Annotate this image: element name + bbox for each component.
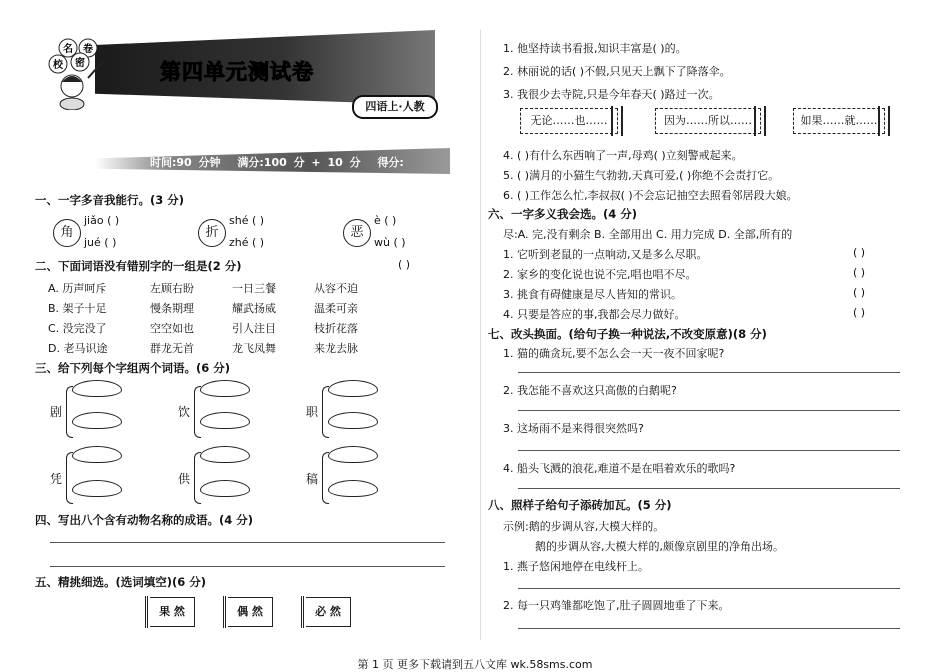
word-char: 供	[178, 472, 191, 486]
option-c[interactable]: C. 没完没了	[48, 322, 107, 335]
exam-info	[150, 154, 414, 170]
brace	[322, 386, 329, 438]
section-4-title: 四、写出八个含有动物名称的成语。(4 分)	[35, 513, 254, 527]
section-5-title: 五、精挑细选。(选词填空)(6 分)	[35, 575, 207, 589]
word: 龙飞凤舞	[232, 342, 276, 355]
word: 枝折花落	[314, 322, 358, 335]
fill-item[interactable]: 4. ( )有什么东西响了一声,母鸡( )立刻警戒起来。	[503, 149, 743, 162]
sentence: 3. 挑食有碍健康是尽人皆知的常识。	[503, 288, 682, 301]
grade-badge: 四语上·人教	[352, 95, 438, 119]
answer-line[interactable]	[518, 588, 900, 589]
answer-apple[interactable]	[72, 480, 122, 497]
char-badge-jiao: 角	[53, 219, 81, 247]
score-field[interactable]: 得分:	[377, 156, 404, 169]
section-1-title: 一、一字多音我能行。(3 分)	[35, 193, 185, 207]
section-3-title: 三、给下列每个字组两个词语。(6 分)	[35, 361, 231, 375]
conjunction-box: 因为……所以……	[655, 108, 761, 134]
section-8-title: 八、照样子给句子添砖加瓦。(5 分)	[488, 498, 672, 512]
brace	[194, 452, 201, 504]
question: 2. 我怎能不喜欢这只高傲的白鹅呢?	[503, 384, 677, 397]
word: 慢条期理	[150, 302, 194, 315]
question: 2. 每一只鸡雏都吃饱了,肚子圆圆地垂了下来。	[503, 599, 730, 612]
column-divider	[480, 30, 481, 640]
fill-item[interactable]: 3. 我很少去寺院,只是今年春天( )路过一次。	[503, 88, 720, 101]
section-2-title: 二、下面词语没有错别字的一组是(2 分)	[35, 259, 242, 273]
question: 4. 船头飞溅的浪花,难道不是在唱着欢乐的歌吗?	[503, 462, 736, 475]
svg-text:卷: 卷	[83, 44, 93, 55]
word: 空空如也	[150, 322, 194, 335]
word-char: 饮	[178, 405, 191, 419]
word: 引人注目	[232, 322, 276, 335]
word: 来龙去脉	[314, 342, 358, 355]
example-line: 鹅的步调从容,大模大样的,颇像京剧里的净角出场。	[535, 540, 784, 553]
pinyin-blank[interactable]: zhé ( )	[229, 236, 265, 249]
word-char: 稿	[306, 472, 319, 486]
answer-line[interactable]	[518, 372, 900, 373]
word: 一日三餐	[232, 282, 276, 295]
sentence: 4. 只要是答应的事,我都会尽力做好。	[503, 308, 686, 321]
answer-apple[interactable]	[200, 380, 250, 397]
answer-line[interactable]	[518, 628, 900, 629]
answer-paren[interactable]: ( )	[853, 246, 866, 259]
answer-apple[interactable]	[328, 380, 378, 397]
word-char: 职	[306, 405, 319, 419]
pinyin-blank[interactable]: jué ( )	[84, 236, 117, 249]
char-badge-e: 恶	[343, 219, 371, 247]
full-score: 满分:100 分 + 10 分	[237, 156, 361, 169]
word: 从容不迫	[314, 282, 358, 295]
answer-line[interactable]	[50, 566, 445, 567]
answer-apple[interactable]	[72, 446, 122, 463]
section-6-title: 六、一字多义我会选。(4 分)	[488, 207, 638, 221]
answer-apple[interactable]	[328, 480, 378, 497]
fill-item[interactable]: 6. ( )工作怎么忙,李叔叔( )不会忘记抽空去照看邻居段大娘。	[503, 189, 798, 202]
answer-apple[interactable]	[328, 446, 378, 463]
word: 群龙无首	[150, 342, 194, 355]
conjunction-box: 无论……也……	[520, 108, 618, 134]
pinyin-blank[interactable]: shé ( )	[229, 214, 265, 227]
definitions: 尽:A. 完,没有剩余 B. 全部用出 C. 用力完成 D. 全部,所有的	[503, 228, 793, 241]
question: 3. 这场雨不是来得很突然吗?	[503, 422, 644, 435]
pinyin-blank[interactable]: è ( )	[374, 214, 397, 227]
word-char: 凭	[50, 472, 63, 486]
answer-paren[interactable]: ( )	[853, 286, 866, 299]
answer-line[interactable]	[518, 488, 900, 489]
word: 温柔可亲	[314, 302, 358, 315]
option-d[interactable]: D. 老马识途	[48, 342, 108, 355]
question: 1. 猫的确贪玩,要不怎么会一天一夜不回家呢?	[503, 347, 725, 360]
section-7-title: 七、改头换面。(给句子换一种说法,不改变原意)(8 分)	[488, 327, 767, 341]
page-footer: 第 1 页 更多下载请到五八文库 wk.58sms.com	[357, 658, 593, 671]
time-limit: 时间:90 分钟	[150, 156, 221, 169]
pinyin-blank[interactable]: wù ( )	[374, 236, 406, 249]
brace	[66, 386, 73, 438]
fill-item[interactable]: 2. 林丽说的话( )不假,只见天上飘下了降落伞。	[503, 65, 731, 78]
example-line: 示例:鹅的步调从容,大模大样的。	[503, 520, 665, 533]
answer-apple[interactable]	[200, 446, 250, 463]
fill-item[interactable]: 1. 他坚持读书看报,知识丰富是( )的。	[503, 42, 687, 55]
pinyin-blank[interactable]: jiǎo ( )	[84, 214, 120, 227]
char-badge-zhe: 折	[198, 219, 226, 247]
svg-text:校: 校	[53, 60, 63, 71]
answer-apple[interactable]	[200, 412, 250, 429]
answer-paren[interactable]: ( )	[398, 258, 411, 271]
answer-apple[interactable]	[200, 480, 250, 497]
choice-book-biran: 必 然	[306, 597, 351, 627]
svg-text:名: 名	[63, 44, 73, 55]
answer-line[interactable]	[518, 410, 900, 411]
answer-line[interactable]	[50, 542, 445, 543]
mascot-logo-icon	[48, 38, 108, 110]
option-a[interactable]: A. 历声呵斥	[48, 282, 107, 295]
sentence: 1. 它听到老鼠的一点响动,又是多么尽职。	[503, 248, 708, 261]
choice-book-guoran: 果 然	[150, 597, 195, 627]
option-b[interactable]: B. 架子十足	[48, 302, 107, 315]
brace	[66, 452, 73, 504]
word: 左顾右盼	[150, 282, 194, 295]
answer-apple[interactable]	[328, 412, 378, 429]
word-char: 剧	[50, 405, 63, 419]
question: 1. 燕子悠闲地停在电线杆上。	[503, 560, 649, 573]
answer-paren[interactable]: ( )	[853, 306, 866, 319]
brace	[194, 386, 201, 438]
conjunction-box: 如果……就……	[793, 108, 885, 134]
answer-apple[interactable]	[72, 380, 122, 397]
fill-item[interactable]: 5. ( )满月的小猫生气勃勃,天真可爱,( )你绝不会责打它。	[503, 169, 780, 182]
brace	[322, 452, 329, 504]
choice-book-ouran: 偶 然	[228, 597, 273, 627]
page-title: 第四单元测试卷	[160, 59, 314, 84]
answer-apple[interactable]	[72, 412, 122, 429]
answer-line[interactable]	[518, 450, 900, 451]
answer-paren[interactable]: ( )	[853, 266, 866, 279]
word: 耀武扬威	[232, 302, 276, 315]
svg-text:密: 密	[75, 58, 85, 69]
sentence: 2. 家乡的变化说也说不完,唱也唱不尽。	[503, 268, 697, 281]
